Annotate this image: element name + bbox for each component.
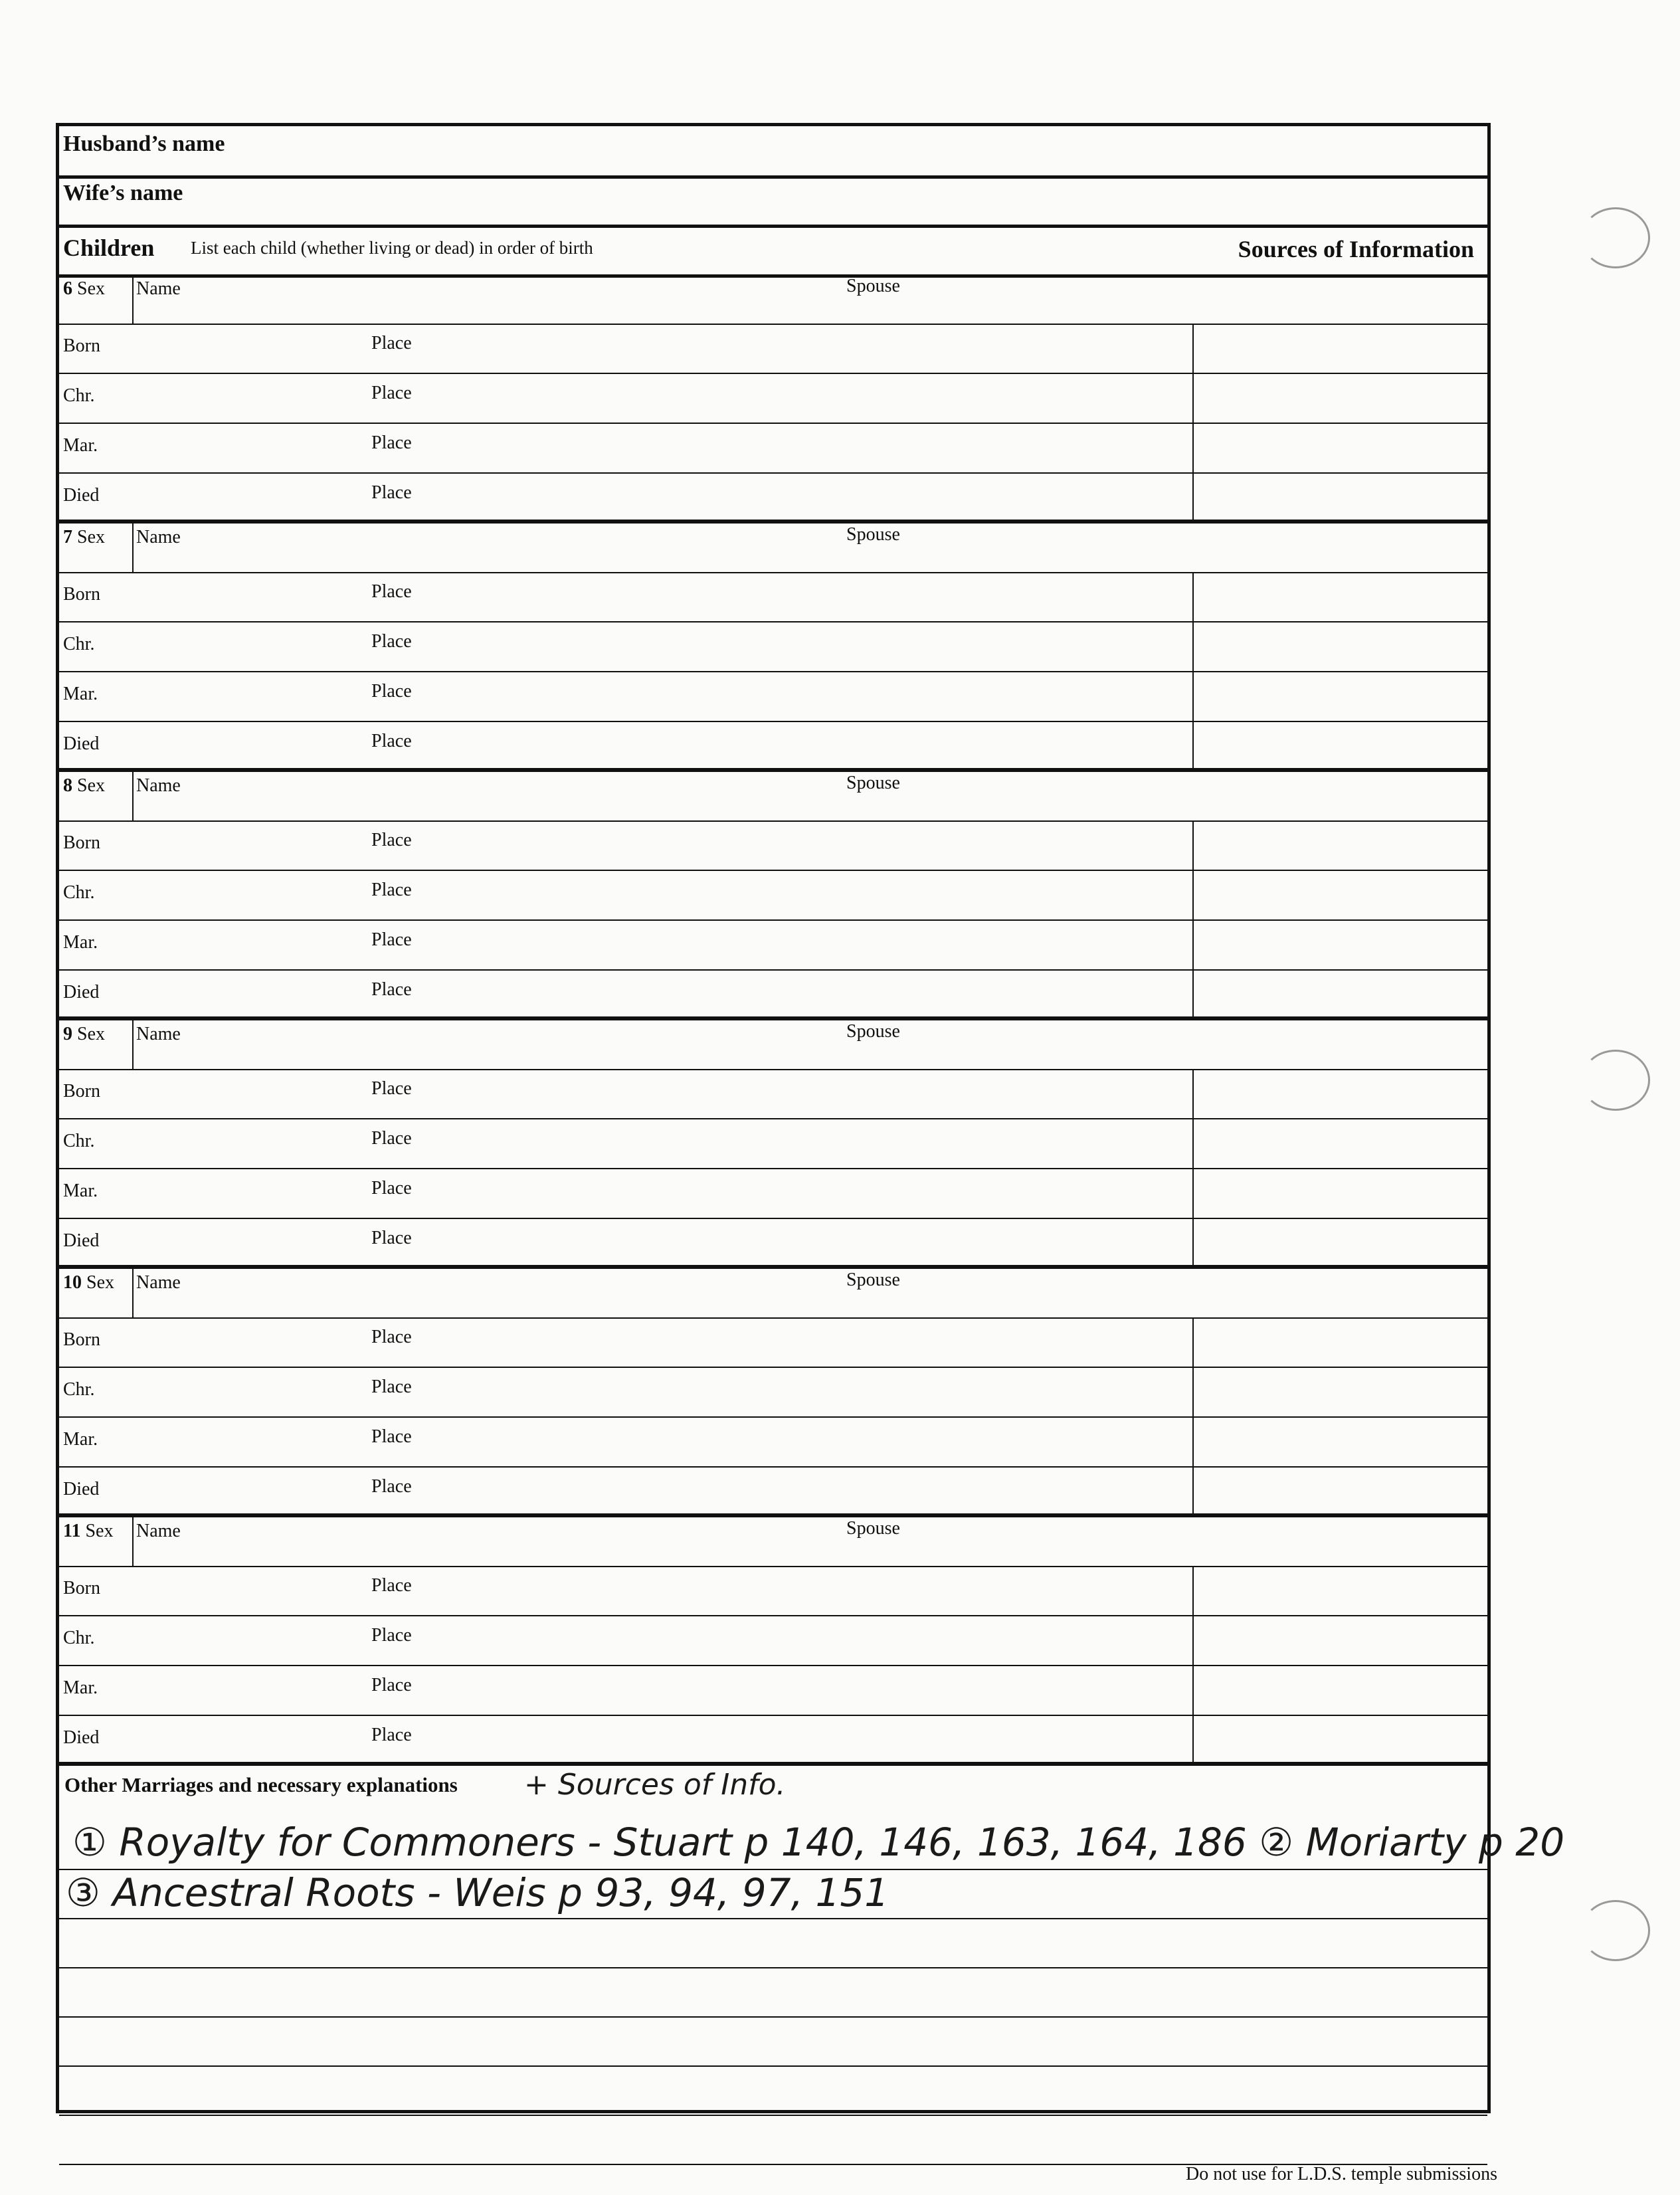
punch-hole-middle <box>1581 1050 1650 1111</box>
event-label: Died <box>63 1230 100 1251</box>
wife-name-row[interactable] <box>59 175 1487 228</box>
child-name-row[interactable] <box>59 1268 1487 1319</box>
writing-line[interactable] <box>59 2115 1487 2116</box>
sources-column[interactable] <box>1192 1317 1194 1513</box>
child-block <box>59 1020 1487 1268</box>
sex-label: Sex <box>77 278 105 299</box>
event-label: Born <box>63 335 100 356</box>
children-title: Children <box>63 235 155 261</box>
event-label: Died <box>63 733 100 754</box>
child-number-sex <box>63 775 105 797</box>
event-row[interactable] <box>59 622 1487 672</box>
child-number: 6 <box>63 278 72 299</box>
event-label: Mar. <box>63 435 98 456</box>
event-row[interactable] <box>59 920 1487 971</box>
event-row[interactable] <box>59 473 1487 524</box>
sex-divider <box>132 1020 134 1069</box>
place-label: Place <box>371 979 412 1000</box>
event-row[interactable] <box>59 1317 1487 1368</box>
sources-column[interactable] <box>1192 572 1194 768</box>
place-label: Place <box>371 929 412 950</box>
sex-label: Sex <box>85 1521 114 1541</box>
handwritten-line-1: ① Royalty for Commoners - Stuart p 140, 146, 163, 164, 186 ② Moriarty p 20 <box>72 1820 1565 1865</box>
place-label: Place <box>371 681 412 702</box>
sex-divider <box>132 523 134 572</box>
place-label: Place <box>371 1625 412 1646</box>
sex-label: Sex <box>77 1024 105 1044</box>
spouse-label: Spouse <box>846 524 900 545</box>
event-label: Mar. <box>63 932 98 953</box>
place-label: Place <box>371 1575 412 1596</box>
event-label: Chr. <box>63 1628 95 1648</box>
event-label: Born <box>63 1081 100 1101</box>
child-block <box>59 1517 1487 1765</box>
event-label: Born <box>63 1329 100 1350</box>
writing-line[interactable] <box>59 2065 1487 2067</box>
husband-name-label: Husband’s name <box>63 132 225 156</box>
event-row[interactable] <box>59 572 1487 622</box>
sex-label: Sex <box>77 527 105 547</box>
place-label: Place <box>371 1128 412 1149</box>
event-label: Chr. <box>63 1379 95 1400</box>
place-label: Place <box>371 731 412 751</box>
wife-name-label: Wife’s name <box>63 181 183 205</box>
event-row[interactable] <box>59 1666 1487 1716</box>
place-label: Place <box>371 1327 412 1347</box>
handwritten-line-2: ③ Ancestral Roots - Weis p 93, 94, 97, 151 <box>66 1870 889 1915</box>
event-label: Chr. <box>63 634 95 654</box>
event-row[interactable] <box>59 373 1487 424</box>
sex-label: Sex <box>86 1272 114 1293</box>
child-name-row[interactable] <box>59 523 1487 573</box>
sources-column[interactable] <box>1192 1069 1194 1265</box>
child-number-sex <box>63 1024 105 1045</box>
name-label: Name <box>136 527 181 547</box>
child-number: 10 <box>63 1272 82 1293</box>
child-number: 9 <box>63 1024 72 1044</box>
event-label: Mar. <box>63 684 98 704</box>
sex-divider <box>132 771 134 820</box>
child-name-row[interactable] <box>59 1020 1487 1070</box>
name-label: Name <box>136 1024 181 1044</box>
child-number: 7 <box>63 527 72 547</box>
child-block <box>59 274 1487 523</box>
place-label: Place <box>371 1725 412 1745</box>
handwritten-sources-note: + Sources of Info. <box>524 1768 786 1802</box>
event-row[interactable] <box>59 1616 1487 1666</box>
child-name-row[interactable] <box>59 771 1487 822</box>
place-label: Place <box>371 1178 412 1198</box>
child-block <box>59 771 1487 1020</box>
family-group-sheet <box>56 123 1565 2113</box>
event-label: Chr. <box>63 385 95 406</box>
child-number-sex <box>63 1521 113 1542</box>
event-label: Died <box>63 485 100 506</box>
event-label: Chr. <box>63 1131 95 1151</box>
spouse-label: Spouse <box>846 1021 900 1042</box>
child-name-row[interactable] <box>59 274 1487 325</box>
place-label: Place <box>371 333 412 353</box>
other-marriages-title: Other Marriages and necessary explanations <box>64 1773 458 1796</box>
event-label: Mar. <box>63 1429 98 1450</box>
husband-name-row[interactable] <box>59 126 1487 179</box>
event-row[interactable] <box>59 870 1487 921</box>
event-row[interactable] <box>59 423 1487 474</box>
children-instructions: List each child (whether living or dead) in order of birth <box>191 238 593 258</box>
name-label: Name <box>136 278 181 299</box>
event-row[interactable] <box>59 1715 1487 1766</box>
place-label: Place <box>371 631 412 652</box>
child-number-sex <box>63 527 105 548</box>
sources-column[interactable] <box>1192 1566 1194 1762</box>
event-row[interactable] <box>59 1169 1487 1219</box>
place-label: Place <box>371 830 412 850</box>
event-row[interactable] <box>59 1467 1487 1517</box>
child-name-row[interactable] <box>59 1517 1487 1567</box>
punch-hole-bottom <box>1581 1900 1650 1961</box>
event-row[interactable] <box>59 970 1487 1020</box>
name-label: Name <box>136 1272 181 1293</box>
event-row[interactable] <box>59 1566 1487 1616</box>
place-label: Place <box>371 432 412 453</box>
event-label: Mar. <box>63 1181 98 1201</box>
child-block <box>59 1268 1487 1517</box>
place-label: Place <box>371 1228 412 1248</box>
children-header-row <box>59 225 1487 278</box>
place-label: Place <box>371 1377 412 1397</box>
event-label: Born <box>63 1578 100 1598</box>
punch-hole-top <box>1581 207 1650 268</box>
event-label: Died <box>63 982 100 1002</box>
spouse-label: Spouse <box>846 1270 900 1290</box>
other-marriages-section <box>59 1768 1565 2110</box>
child-number: 8 <box>63 775 72 796</box>
spouse-label: Spouse <box>846 1518 900 1539</box>
name-label: Name <box>136 775 181 796</box>
event-row[interactable] <box>59 1417 1487 1468</box>
event-row[interactable] <box>59 1069 1487 1119</box>
sex-label: Sex <box>77 775 105 796</box>
event-label: Chr. <box>63 882 95 903</box>
sex-divider <box>132 1268 134 1317</box>
place-label: Place <box>371 1426 412 1447</box>
child-number-sex <box>63 1272 114 1293</box>
event-row[interactable] <box>59 324 1487 374</box>
event-row[interactable] <box>59 820 1487 871</box>
event-label: Died <box>63 1727 100 1748</box>
event-row[interactable] <box>59 721 1487 772</box>
place-label: Place <box>371 482 412 503</box>
spouse-label: Spouse <box>846 773 900 793</box>
name-label: Name <box>136 1521 181 1541</box>
sex-divider <box>132 274 134 324</box>
event-row[interactable] <box>59 672 1487 722</box>
footer-notice: Do not use for L.D.S. temple submissions <box>1186 2164 1497 2184</box>
writing-line[interactable] <box>59 2016 1487 2018</box>
sources-of-information-title: Sources of Information <box>1238 236 1474 262</box>
place-label: Place <box>371 383 412 403</box>
sources-column[interactable] <box>1192 820 1194 1016</box>
event-row[interactable] <box>59 1367 1487 1418</box>
event-label: Mar. <box>63 1677 98 1698</box>
spouse-label: Spouse <box>846 276 900 296</box>
child-number-sex <box>63 278 105 300</box>
writing-line[interactable] <box>59 1918 1487 1919</box>
event-label: Born <box>63 832 100 853</box>
place-label: Place <box>371 1078 412 1099</box>
event-row[interactable] <box>59 1218 1487 1269</box>
sex-divider <box>132 1517 134 1566</box>
writing-line[interactable] <box>59 1967 1487 1968</box>
event-label: Born <box>63 584 100 605</box>
place-label: Place <box>371 880 412 900</box>
sources-column[interactable] <box>1192 324 1194 520</box>
event-label: Died <box>63 1479 100 1499</box>
place-label: Place <box>371 581 412 602</box>
place-label: Place <box>371 1476 412 1497</box>
child-block <box>59 523 1487 771</box>
child-number: 11 <box>63 1521 81 1541</box>
event-row[interactable] <box>59 1119 1487 1169</box>
place-label: Place <box>371 1675 412 1695</box>
